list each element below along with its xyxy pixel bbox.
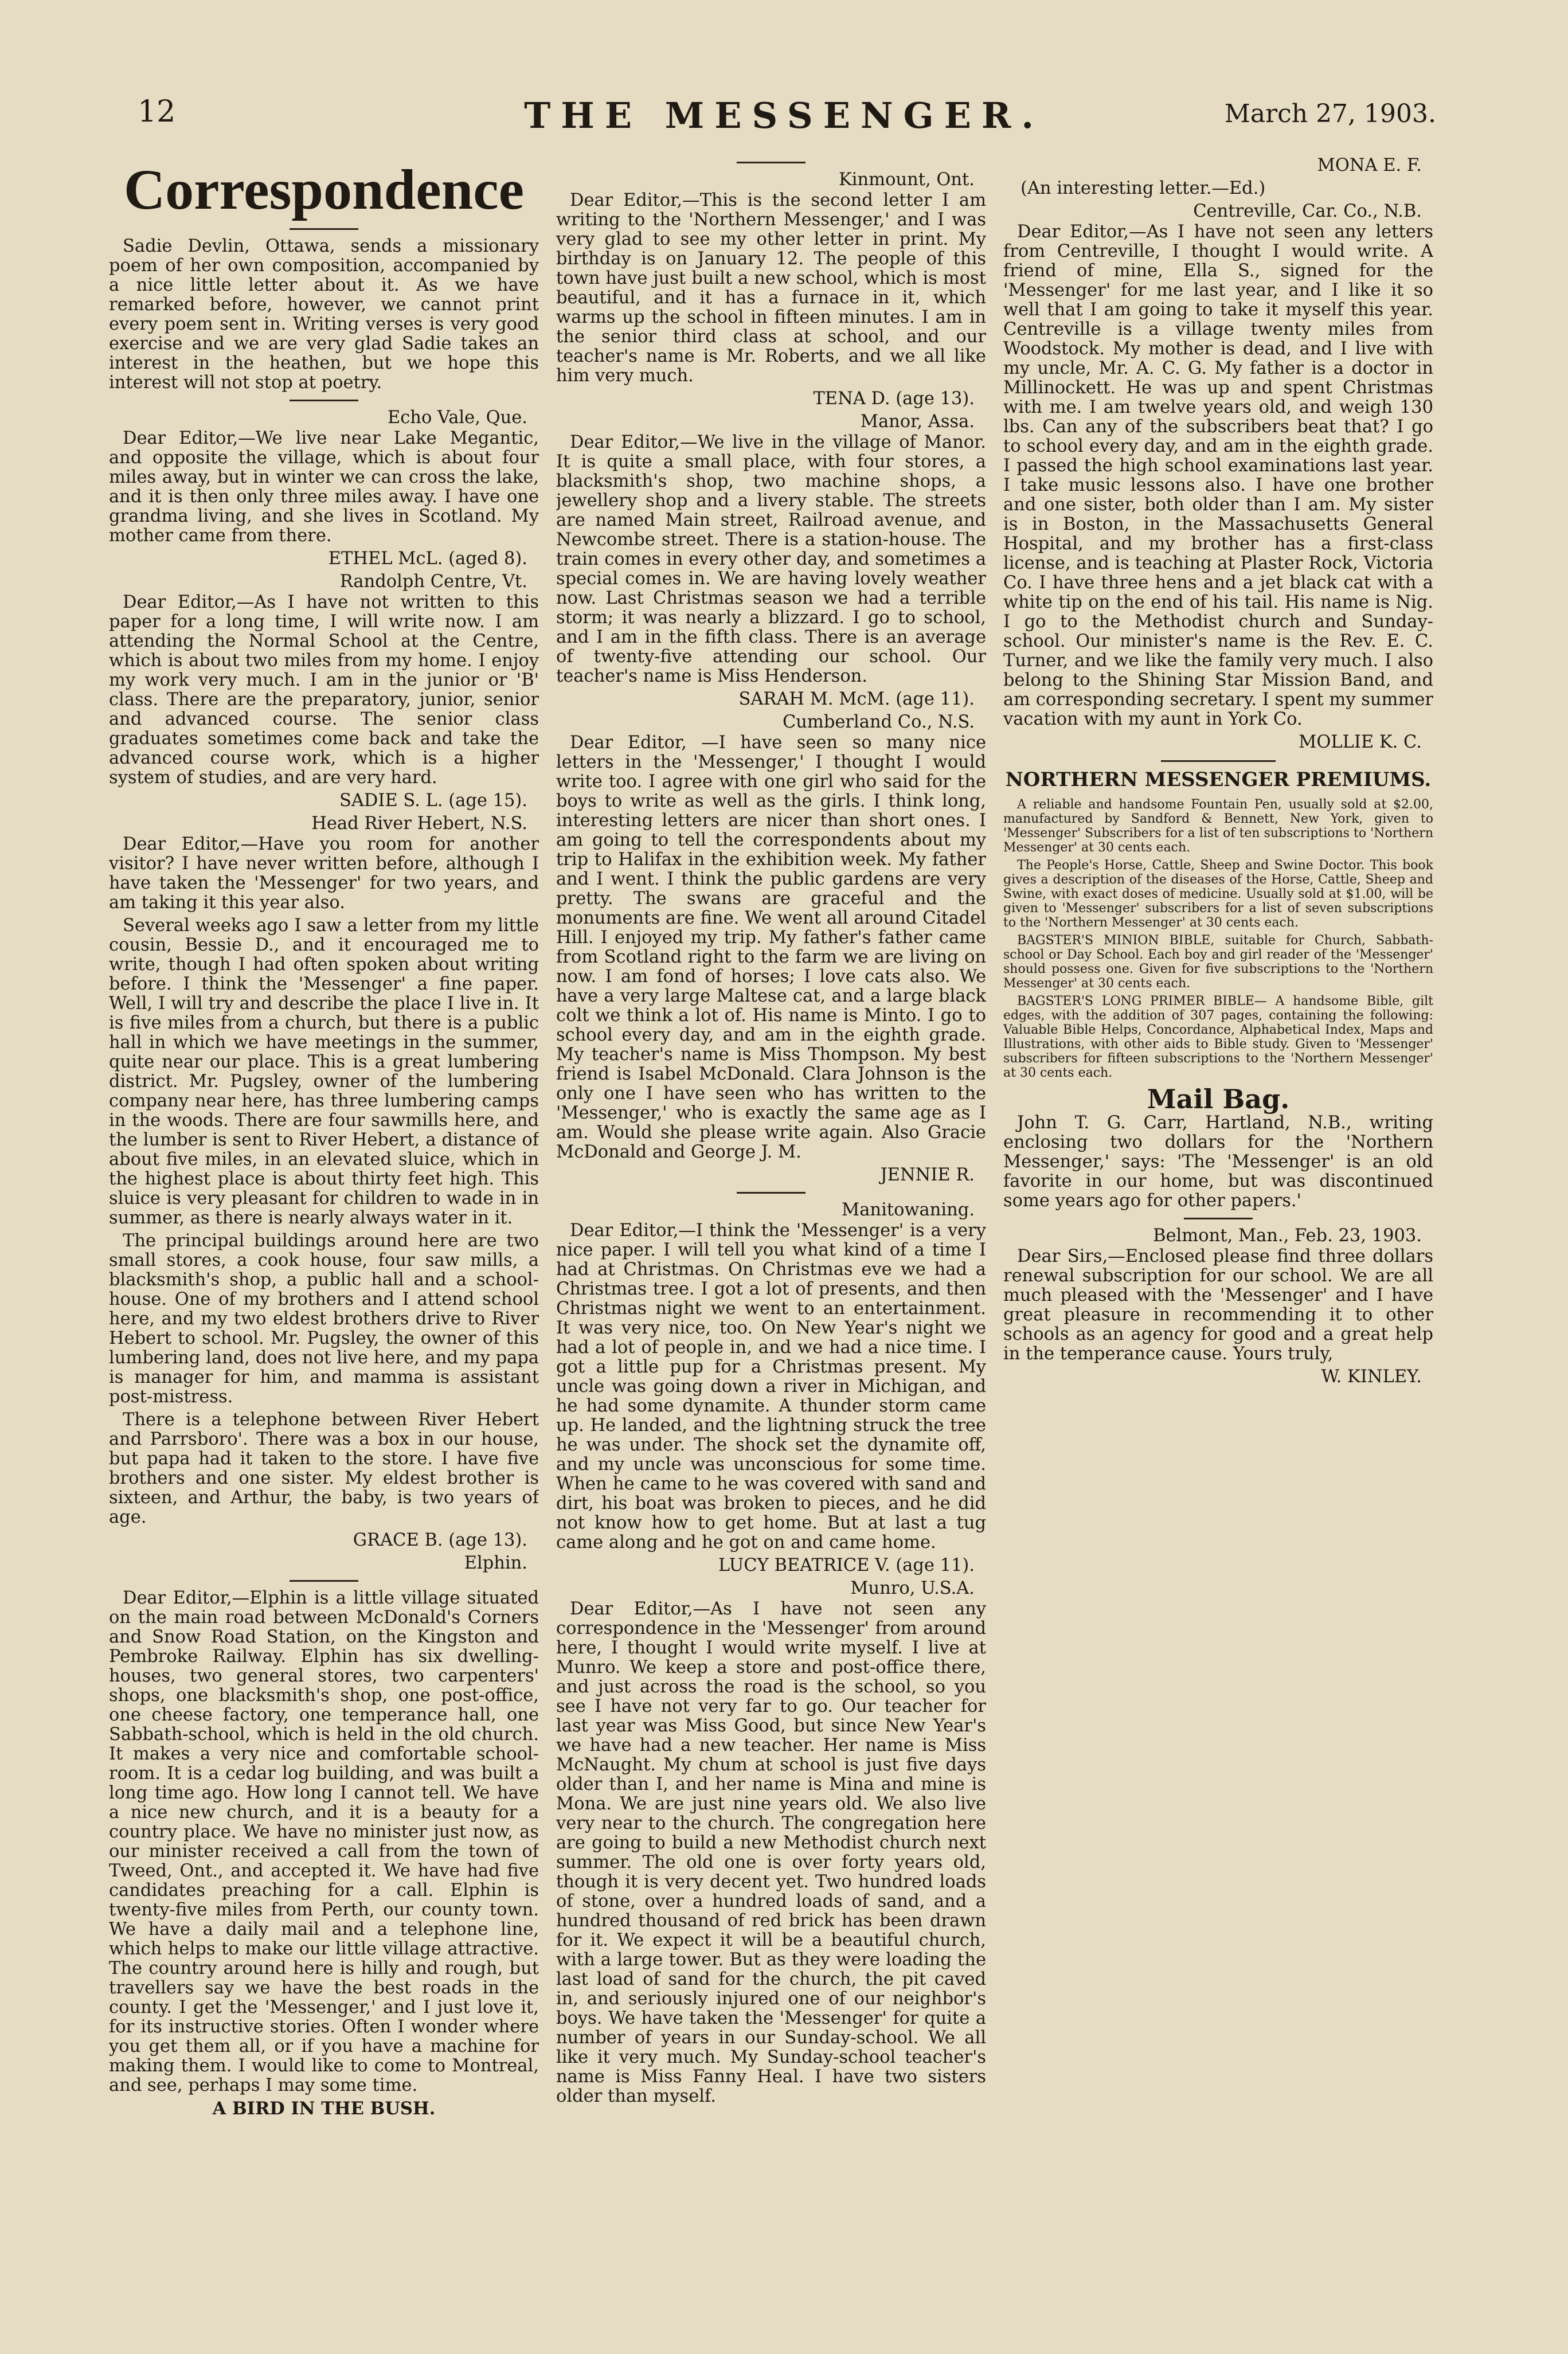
letter-paragraph: Dear Editor,—As I have not seen any correspondence in the 'Messenger' from around here, I thought I would write myself. I live at Munro. We keep a store and post-office there, and just across the road is the school, so you see I have not very far to go. Our teacher for last year was Miss Good, but since New Year's we have had a new teacher. Her name is Miss McNaught. My chum at school is just five days older than I, and her name is Mina and mine is Mona. We are just nine years old. We also live very near to the church. The congregation here are going to build a new Methodist church next summer. The old one is over forty years old, though it is very decent yet. Two hundred loads of stone, over a hundred loads of sand, and a hundred thousand of red brick has been drawn for it. We expect it will be a beautiful church, with a large tower. But as they were loading the last load of sand for the church, the pit caved in, and seriously injured one of our neighbor's boys. We have taken the 'Messenger' for quite a number of years in our Sunday-school. We all like it very much. My Sunday-school teacher's name is Miss Fanny Heal. I have two sisters older than myself. — [556, 1599, 986, 2106]
premium-item: BAGSTER'S MINION BIBLE, suitable for Church, Sabbath-school or Day School. Each boy and girl reader of the 'Messenger' should possess one. Given for five subscriptions to the 'Northern Messenger' at 30 cents each. — [1003, 933, 1433, 991]
letter-place: Cumberland Co., N.S. — [782, 712, 975, 732]
letter-paragraph: Several weeks ago I saw a letter from my little cousin, Bessie D., and it encouraged me to write, though I had often spoken about writing before. I think the 'Messenger' a fine paper. Well, I will try and describe the place I live in. It is five miles from a church, but there is a public hall in which we have meetings in the summer, quite near our place. This is a great lumbering district. Mr. Pugsley, owner of the lumbering company near here, has three lumbering camps in the woods. There are four sawmills here, and the lumber is sent to River Hebert, a distance of about five miles, in an elevated sluice, which in the highest place is about thirty feet high. This sluice is very pleasant for children to wade in in summer, as there is nearly always water in it. — [109, 916, 539, 1228]
section-heading: Correspondence — [123, 158, 525, 221]
letter-paragraph: Dear Editor,—As I have not seen any letters from Centreville, I thought I would write. A friend of mine, Ella S., signed for the 'Messenger' for me last year, and I like it so well that I am going to take it myself this year. Centreville is a village twenty miles from Woodstock. My mother is dead, and I live with my uncle, Mr. A. C. G. My father is a doctor in Millinockett. He was up and spent Christmas with me. I am twelve years old, and weigh 130 lbs. Can any of the subscribers beat that? I go to school every day, and am in the eighth grade. I passed the high school examinations last year. I take music lessons also. I have one brother and one sister, both older than I am. My sister is in Boston, in the Massachusetts General Hospital, and my brother has a first-class license, and is teaching at Plaster Rock, Victoria Co. I have three hens and a jet black cat with a white tip on the end of his tail. His name is Nig. I go to the Methodist church and Sunday-school. Our minister's name is the Rev. E. C. Turner, and we like the family very much. I also belong to the Shining Star Mission Band, and am corresponding secretary. I spent my summer vacation with my aunt in York Co. — [1003, 222, 1433, 729]
letter-paragraph: Dear Editor,—Elphin is a little village situated on the main road between McDonald's Corners and Snow Road Station, on the Kingston and Pembroke Railway. Elphin has six dwelling-houses, two general stores, two carpenters' shops, one blacksmith's shop, one post-office, one cheese factory, one temperance hall, one Sabbath-school, which is held in the old church. It makes a very nice and comfortable school-room. It is a cedar log building, and was built a long time ago. How long I cannot tell. We have a nice new church, and it is a beauty for a country place. We have no minister just now, as our minister received a call from the town of Tweed, Ont., and accepted it. We have had five candidates preaching for a call. Elphin is twenty-five miles from Perth, our county town. We have a daily mail and a telephone line, which helps to make our little village attractive. The country around here is hilly and rough, but travellers say we have the best roads in the county. I get the 'Messenger,' and I just love it, for its instructive stories. Often I wonder where you get them all, or if you have a machine for making them. I would like to come to Montreal, and see, perhaps I may some time. — [109, 1588, 539, 2095]
divider — [290, 1580, 358, 1582]
letter — [556, 170, 986, 409]
letter-signature: MONA E. F. — [1317, 155, 1422, 175]
mailbag-body: Dear Sirs,—Enclosed please find three dollars renewal subscription for our school. We are all much pleased with the 'Messenger' and I have great pleasure in recommending it to other schools as an agency for good and a great help in the temperance cause. Yours truly, — [1003, 1246, 1433, 1364]
mailbag-place: Belmont, Man., Feb. 23, 1903. — [1153, 1226, 1422, 1246]
premium-item: A reliable and handsome Fountain Pen, usually sold at $2.00, manufactured by Sandford & Bennett, New York, given to 'Messenger' Subscribers for a list of ten subscriptions to 'Northern Messenger' at 30 cents each. — [1003, 797, 1433, 855]
letter-signature: SARAH M. McM. (age 11). — [738, 689, 975, 709]
premium-item: The People's Horse, Cattle, Sheep and Swine Doctor. This book gives a description of the diseases of the Horse, Cattle, Sheep and Swine, with exact doses of medicine. Usually sold at $1.00, will be given to 'Messenger' subscribers for a list of seven subscriptions to the 'Northern Messenger' at 30 cents each. — [1003, 858, 1433, 930]
letter-place: Echo Vale, Que. — [387, 408, 527, 428]
letter-signature: JENNIE R. — [880, 1165, 975, 1185]
letter — [109, 1554, 539, 2118]
letter-signature: ETHEL McL. (aged 8). — [328, 549, 527, 569]
letter-place: Centreville, Car. Co., N.B. — [1193, 201, 1422, 221]
editor-intro: Sadie Devlin, Ottawa, sends a missionary poem of her own composition, accompanied by a nice little letter about it. As we have remarked before, however, we cannot print every poem sent in. Writing verses is very good exercise and we are very glad Sadie takes an interest in the heathen, but we hope this interest will not stop at poetry. — [109, 236, 539, 393]
divider — [737, 1192, 805, 1194]
letter — [556, 713, 986, 1185]
letter-paragraph: Dear Editor,—We live near Lake Megantic, and opposite the village, which is about four miles away, but in winter we can cross the lake, and it is then only three miles away. I have one grandma living, and she lives in Scotland. My mother came from there. — [109, 428, 539, 546]
letter — [109, 408, 539, 569]
letter-paragraph: Dear Editor,—This is the second letter I am writing to the 'Northern Messenger,' and I was very glad to see my other letter in print. My birthday is on January 12. The people of this town have just built a new school, which is most beautiful, and it has a furnace in it, which warms up the school in fifteen minutes. I am in the senior third class at school, and our teacher's name is Mr. Roberts, and we all like him very much. — [556, 190, 986, 386]
premiums-section — [1003, 770, 1433, 1080]
letter — [109, 572, 539, 811]
letter-place: Manor, Assa. — [860, 412, 975, 432]
letter-paragraph: There is a telephone between River Hebert and Parrsboro'. There was a box in our house, but papa had it taken to the store. I have five brothers and one sister. My eldest brother is sixteen, and Arthur, the baby, is two years of age. — [109, 1410, 539, 1527]
letter-signature: TENA D. (age 13). — [813, 389, 975, 409]
letter-signature: MOLLIE K. C. — [1299, 732, 1422, 752]
issue-date: March 27, 1903. — [1224, 99, 1436, 128]
letter-place: Randolph Centre, Vt. — [339, 572, 527, 592]
premiums-title: NORTHERN MESSENGER PREMIUMS. — [1005, 768, 1432, 791]
letter — [556, 412, 986, 709]
column-1 — [109, 155, 539, 2265]
letter-paragraph: Dear Editor,—I think the 'Messenger' is a very nice paper. I will tell you what kind of a time I had at Christmas. On Christmas eve we had a Christmas tree. I got a lot of presents, and then Christmas night we went to an entertainment. It was very nice, too. On New Year's night we had a lot of people in, and we had a nice time. I got a little pup for a Christmas present. My uncle was going down a river in Michigan, and he had some dynamite. A thunder storm came up. He landed, and the lightning struck the tree he was under. The shock set the dynamite off, and my uncle was unconscious for some time. When he came to he was covered with sand and dirt, his boat was broken to pieces, and he did not know how to get home. But at last a tug came along and he got on and came home. — [556, 1221, 986, 1553]
column-2 — [556, 155, 986, 2265]
premium-item: BAGSTER'S LONG PRIMER BIBLE— A handsome Bible, gilt edges, with the addition of 307 pages, containing the following: Valuable Bible Helps, Concordance, Alphabetical Index, Maps and Illustrations, with other aids to Bible study. Given to 'Messenger' subscribers for fifteen subscriptions to the 'Northern Messenger' at 30 cents each. — [1003, 994, 1433, 1080]
column-3 — [1003, 155, 1433, 2265]
letter-paragraph: The principal buildings around here are two small stores, a cook house, four saw mills, a blacksmith's shop, a public hall and a school-house. One of my brothers and I attend school here, and my two eldest brothers drive to River Hebert to school. Mr. Pugsley, the owner of this lumbering land, does not live here, and my papa is manager for him, and mamma is assistant post-mistress. — [109, 1231, 539, 1407]
columns — [109, 155, 1433, 2265]
mailbag-title: Mail Bag. — [1147, 1084, 1290, 1115]
letter-signature: SADIE S. L. (age 15). — [339, 791, 527, 811]
letter — [1003, 202, 1433, 752]
letter-signature: LUCY BEATRICE V. (age 11). — [718, 1555, 975, 1575]
divider — [290, 228, 358, 230]
letter-paragraph: Dear Editor,—Have you room for another visitor? I have never written before, although I have taken the 'Messenger' for two years, and am taking it this year also. — [109, 834, 539, 913]
letter-place: Elphin. — [464, 1553, 527, 1573]
page-number: 12 — [138, 95, 176, 129]
divider — [290, 400, 358, 401]
ornament-divider — [1161, 760, 1276, 762]
masthead: THE MESSENGER. — [524, 95, 1044, 136]
editor-note: (An interesting letter.—Ed.) — [1020, 178, 1266, 198]
letter — [109, 814, 539, 1550]
letter-signature: A BIRD IN THE BUSH. — [212, 2098, 436, 2119]
divider — [737, 162, 805, 163]
letter-signature: GRACE B. (age 13). — [353, 1530, 527, 1550]
mailbag-intro: John T. G. Carr, Hartland, N.B., writing enclosing two dollars for the 'Northern Messenger,' says: 'The 'Messenger' is an old favorite in our home, but was discontinued some years ago for other papers.' — [1003, 1113, 1433, 1211]
letter — [556, 1201, 986, 1575]
letter-paragraph: Dear Editor,—We live in the village of Manor. It is quite a small place, with four stores, a blacksmith's shop, two machine shops, a jewellery shop and a livery stable. The streets are named Main street, Railroad avenue, and Newcombe street. There is a station-house. The train comes in every other day, and sometimes a special comes in. We are having lovely weather now. Last Christmas season we had a terrible storm; it was nearly a blizzard. I go to school, and I am in the fifth class. There is an average of twenty-five attending our school. Our teacher's name is Miss Henderson. — [556, 432, 986, 686]
letter-place: Head River Hebert, N.S. — [311, 814, 527, 834]
letter-paragraph: Dear Editor, —I have seen so many nice letters in the 'Messenger,' I thought I would write too. I agree with one girl who said for the boys to write as well as the girls. I think long, interesting letters are nicer than short ones. I am going to tell the correspondents about my trip to Halifax in the exhibition week. My father and I went. I think the public gardens are very pretty. The swans are graceful and the monuments are fine. We went all around Citadel Hill. I enjoyed my trip. My father's father came from Scotland right to the farm we are living on now. I am fond of horses; I love cats also. We have a very large Maltese cat, and a large black colt we think a lot of. His name is Minto. I go to school every day, and am in the eighth grade. My teacher's name is Miss Thompson. My best friend is Isabel McDonald. Clara Johnson is the only one I have seen who has written to the 'Messenger,' who is exactly the same age as I am. Would she please write again. Also Gracie McDonald and George J. M. — [556, 733, 986, 1162]
letter-place: Manitowaning. — [842, 1200, 975, 1220]
letter-place: Kinmount, Ont. — [838, 170, 975, 190]
mailbag-signature: W. KINLEY. — [1321, 1367, 1422, 1387]
letter-place: Munro, U.S.A. — [850, 1578, 975, 1598]
mailbag-section — [1003, 1084, 1433, 1387]
divider — [1184, 1218, 1253, 1219]
letter — [556, 1579, 986, 2106]
page-header — [132, 95, 1436, 146]
letter-paragraph: Dear Editor,—As I have not written to this paper for a long time, I will write now. I am attending the Normal School at the Centre, which is about two miles from my home. I enjoy my work very much. I am in the junior or 'B' class. There are the preparatory, junior, senior and advanced course. The senior class graduates sometimes come back and take the advanced course work, which is a higher system of studies, and are very hard. — [109, 592, 539, 788]
